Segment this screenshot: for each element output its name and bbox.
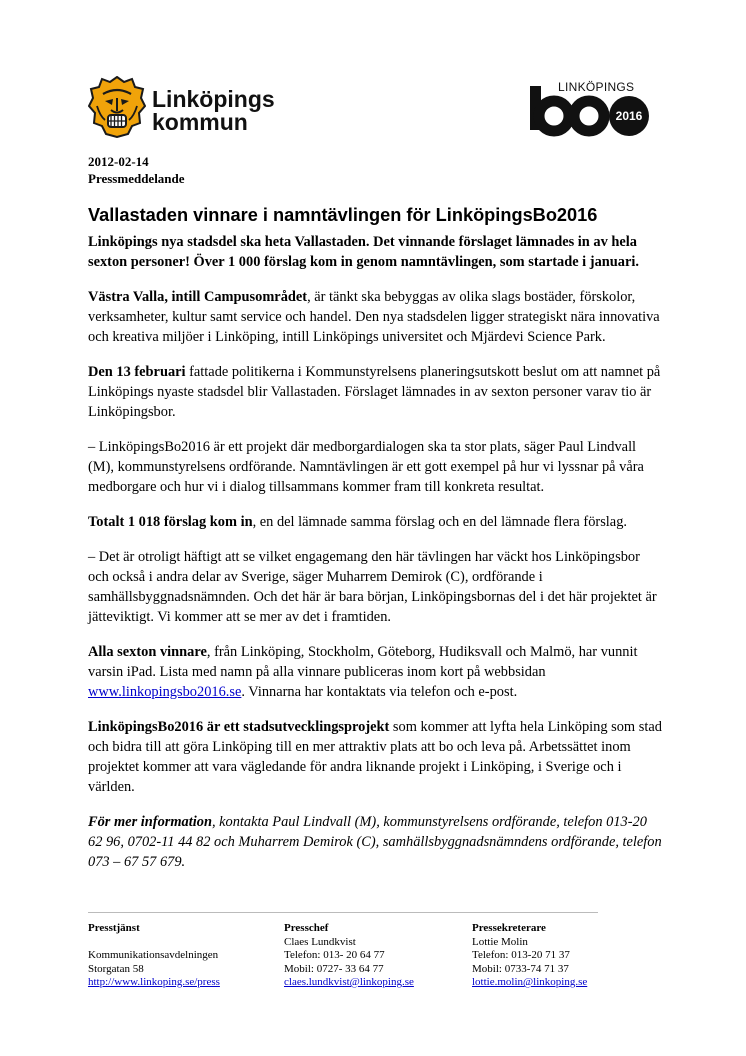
footer-col1-line1 (88, 936, 220, 950)
footer-pressekreterare (472, 922, 587, 990)
footer-col1-line3: Storgatan 58 (88, 962, 144, 975)
footer-col1-line2: Kommunikationsavdelningen (88, 949, 219, 961)
paragraph-4 (88, 512, 663, 532)
footer-col3-link[interactable]: lottie.molin@linkoping.se (472, 976, 588, 988)
linkoping-kommun-logo (88, 76, 288, 138)
paragraph-1-text: , är tänkt ska bebyggas av olika slags bostäder, förskolor, verksamheter, kultur samt service och handel. Den nya stadsdelen ligger strategiskt nära innovativa och kreativa miljöer i Linköping, intill Linköpings universitet och Mjärdevi Science Park. (88, 289, 660, 345)
footer-presstjanst (88, 922, 220, 990)
footer-col3-line1: Lottie Molin (472, 935, 528, 948)
paragraph-7-text: som kommer att lyfta hela Linköping som stad och bidra till att göra Linköping till en mer attraktiv plats att bo och leva på. Arbetssättet inom projektet kommer att vara vägledande för andra liknande projekt i Linköping, i Sverige och i världen. (88, 719, 662, 795)
document-type: Pressmeddelande (88, 171, 185, 186)
footer-col3-head: Pressekreterare (472, 922, 546, 934)
footer-col3-line3: Mobil: 0733-74 71 37 (472, 962, 569, 975)
footer-col2-line2: Telefon: 013- 20 64 77 (284, 949, 385, 961)
paragraph-7 (88, 717, 663, 797)
footer-col2-line1: Claes Lundkvist (284, 935, 356, 948)
footer-col1-head: Presstjänst (88, 922, 140, 934)
article-body (88, 232, 663, 887)
document-meta (88, 153, 185, 187)
logo-wordmark (152, 88, 275, 134)
paragraph-4-bold: Totalt 1 018 förslag kom in (88, 514, 253, 530)
lion-emblem-icon (88, 76, 146, 138)
footer-divider (88, 912, 598, 913)
logo-line-1: Linköpings (152, 86, 275, 112)
logo-line-2: kommun (152, 109, 248, 135)
date: 2012-02-14 (88, 154, 149, 169)
paragraph-2-text: fattade politikerna i Kommunstyrelsens planeringsutskott beslut om att namnet på Linköpings nyaste stadsdel blir Vallastaden. Förslaget lämnades in av sexton personer varav tio är Linköpingsbor. (88, 364, 661, 420)
paragraph-1 (88, 287, 663, 347)
footer-presschef (284, 922, 414, 990)
website-link[interactable]: www.linkopingsbo2016.se (88, 684, 242, 700)
footer-col2-link[interactable]: claes.lundkvist@linkoping.se (284, 976, 414, 988)
logo-year: 2016 (615, 109, 643, 123)
contact-bold: För mer information (88, 814, 212, 830)
footer-col1-link[interactable]: http://www.linkoping.se/press (88, 976, 220, 988)
contact-paragraph (88, 812, 663, 872)
paragraph-7-bold: LinköpingsBo2016 är ett stadsutvecklingsprojekt (88, 719, 390, 735)
lead-paragraph: Linköpings nya stadsdel ska heta Vallastaden. Det vinnande förslaget lämnades in av hela sexton personer! Över 1 000 förslag kom in genom namntävlingen, som startade i januari. (88, 234, 639, 270)
linkopingsbo2016-logo (528, 78, 654, 138)
footer-col2-line3: Mobil: 0727- 33 64 77 (284, 962, 384, 975)
paragraph-6-text-end: . Vinnarna har kontaktats via telefon och e-post. (241, 684, 518, 700)
page-title: Vallastaden vinnare i namntävlingen för LinköpingsBo2016 (88, 205, 598, 225)
contact-text: , kontakta Paul Lindvall (M), kommunstyrelsens ordförande, telefon 013-20 62 96, 0702-11 44 82 och Muharrem Demirok (C), samhällsbyggnadsnämndens ordförande, telefon 073 – 67 57 679. (88, 814, 662, 870)
paragraph-6 (88, 642, 663, 702)
paragraph-6-text: , från Linköping, Stockholm, Göteborg, Hudiksvall och Malmö, har vunnit varsin iPad. Lista med namn på alla vinnare publiceras inom kort på webbsidan (88, 644, 638, 680)
paragraph-2-bold: Den 13 februari (88, 364, 186, 380)
footer-col2-head: Presschef (284, 922, 329, 934)
paragraph-5: – Det är otroligt häftigt att se vilket engagemang den här tävlingen har väckt hos Linköpingsbor och också i andra delar av Sverige, säger Muharrem Demirok (C), ordförande i samhällsbyggnadsnämnden. Och det här är bara början, Linköpingsbornas del i det här projektet är jätteviktigt. Vi kommer att se mer av det i framtiden. (88, 549, 657, 625)
paragraph-4-text: , en del lämnade samma förslag och en del lämnade flera förslag. (252, 514, 627, 530)
bo-wordmark-icon (528, 78, 654, 138)
logo-caption: LINKÖPINGS (558, 80, 635, 94)
footer-col3-line2: Telefon: 013-20 71 37 (472, 949, 570, 961)
paragraph-6-bold: Alla sexton vinnare (88, 644, 207, 660)
paragraph-1-bold: Västra Valla, intill Campusområdet (88, 289, 308, 305)
paragraph-2 (88, 362, 663, 422)
paragraph-3: – LinköpingsBo2016 är ett projekt där medborgardialogen ska ta stor plats, säger Paul Lindvall (M), kommunstyrelsens ordförande. Namntävlingen är ett gott exempel på hur vi lyssnar på våra medborgare och hur vi i dialog tillsammans kommer fram till konkreta resultat. (88, 439, 644, 495)
